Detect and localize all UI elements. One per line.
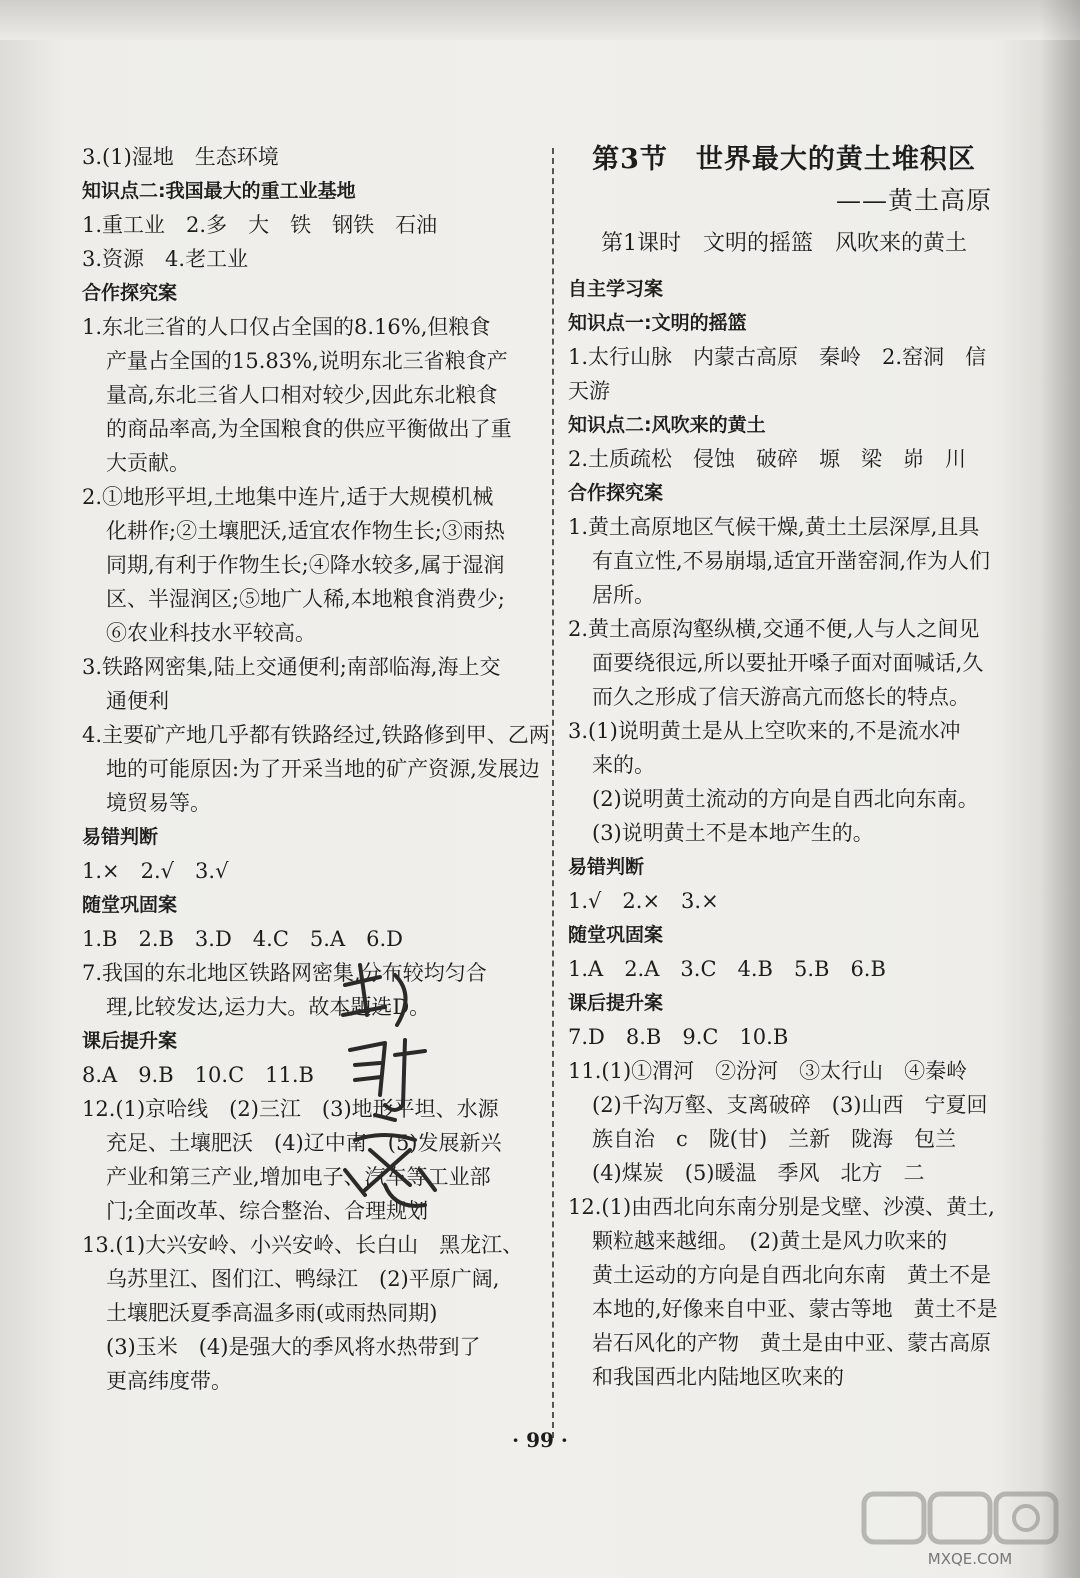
section-heading: 知识点二:风吹来的黄土 xyxy=(568,414,766,436)
answer-line: 7.我国的东北地区铁路网密集,分布较均匀合 xyxy=(82,961,487,985)
answer-line: 1.× 2.√ 3.√ xyxy=(82,859,229,883)
answer-line: 8.A 9.B 10.C 11.B xyxy=(82,1063,314,1087)
answer-line: 族自治 c 陇(甘) 兰新 陇海 包兰 xyxy=(592,1127,957,1151)
answer-line: 化耕作;②土壤肥沃,适宜农作物生长;③雨热 xyxy=(106,519,505,543)
column-divider xyxy=(552,148,554,1438)
answer-line: 区、半湿润区;⑤地广人稀,本地粮食消费少; xyxy=(106,587,505,611)
section-heading: 知识点二:我国最大的重工业基地 xyxy=(82,180,356,202)
answer-line: 1.黄土高原地区气候干燥,黄土土层深厚,且具 xyxy=(568,515,980,539)
answer-line: 2.①地形平坦,土地集中连片,适于大规模机械 xyxy=(82,485,494,509)
answer-line: 7.D 8.B 9.C 10.B xyxy=(568,1025,789,1049)
left-column xyxy=(82,140,550,1398)
answer-line: 面要绕很远,所以要扯开嗓子面对面喊话,久 xyxy=(592,651,984,675)
answer-line: (4)煤炭 (5)暖温 季风 北方 二 xyxy=(592,1161,925,1185)
section-heading: 易错判断 xyxy=(568,856,645,878)
section-heading: 课后提升案 xyxy=(568,992,664,1014)
answer-line: 1.太行山脉 内蒙古高原 秦岭 2.窑洞 信 xyxy=(568,345,987,369)
answer-line: 产业和第三产业,增加电子、汽车等工业部 xyxy=(106,1165,491,1189)
answer-line: 1.√ 2.× 3.× xyxy=(568,889,719,913)
answer-line: 1.重工业 2.多 大 铁 钢铁 石油 xyxy=(82,213,438,237)
right-column xyxy=(568,140,1000,1394)
answer-line: 产量占全国的15.83%,说明东北三省粮食产 xyxy=(106,349,508,373)
answer-line: 而久之形成了信天游高亢而悠长的特点。 xyxy=(592,685,970,709)
answer-line: 黄土运动的方向是自西北向东南 黄土不是 xyxy=(592,1263,991,1287)
answer-line: 量高,东北三省人口相对较少,因此东北粮食 xyxy=(106,383,498,407)
answer-line: 3.资源 4.老工业 xyxy=(82,247,249,271)
answer-line: 地的可能原因:为了开采当地的矿产资源,发展边 xyxy=(106,757,540,781)
answer-line: 12.(1)由西北向东南分别是戈壁、沙漠、黄土, xyxy=(568,1195,995,1219)
answer-line: 13.(1)大兴安岭、小兴安岭、长白山 黑龙江、 xyxy=(82,1233,524,1257)
answer-line: 充足、土壤肥沃 (4)辽中南 (5)发展新兴 xyxy=(106,1131,502,1155)
answer-line: 来的。 xyxy=(592,753,655,777)
answer-line: 理,比较发达,运力大。故本题选D。 xyxy=(106,995,431,1019)
section-heading: 合作探究案 xyxy=(568,482,664,504)
answer-line: 岩石风化的产物 黄土是由中亚、蒙古高原 xyxy=(592,1331,991,1355)
answer-line: 3.铁路网密集,陆上交通便利;南部临海,海上交 xyxy=(82,655,501,679)
answer-line: 颗粒越来越细。 (2)黄土是风力吹来的 xyxy=(592,1229,948,1253)
answer-line: 大贡献。 xyxy=(106,451,190,475)
scan-top-shadow xyxy=(0,0,1080,40)
answer-line: ⑥农业科技水平较高。 xyxy=(106,621,316,645)
answer-line: 更高纬度带。 xyxy=(106,1369,232,1393)
answer-line: (3)玉米 (4)是强大的季风将水热带到了 xyxy=(106,1335,481,1359)
answer-line: 1.B 2.B 3.D 4.C 5.A 6.D xyxy=(82,927,403,951)
answer-line: (2)说明黄土流动的方向是自西北向东南。 xyxy=(592,787,979,811)
answer-line: 12.(1)京哈线 (2)三江 (3)地形平坦、水源 xyxy=(82,1097,499,1121)
answer-line: 3.(1)说明黄土是从上空吹来的,不是流水冲 xyxy=(568,719,961,743)
section-heading: 课后提升案 xyxy=(82,1030,178,1052)
section-heading: 合作探究案 xyxy=(82,282,178,304)
page-number: · 99 · xyxy=(512,1428,568,1452)
answer-line: 居所。 xyxy=(592,583,655,607)
answer-line: (3)说明黄土不是本地产生的。 xyxy=(592,821,874,845)
answer-line: 1.东北三省的人口仅占全国的8.16%,但粮食 xyxy=(82,315,491,339)
section-heading: 随堂巩固案 xyxy=(568,924,664,946)
lesson-title: 第1课时 文明的摇篮 风吹来的黄土 xyxy=(601,231,967,256)
answer-line: 11.(1)①渭河 ②汾河 ③太行山 ④秦岭 xyxy=(568,1059,968,1083)
section-heading: 随堂巩固案 xyxy=(82,894,178,916)
section-heading: 自主学习案 xyxy=(568,278,664,300)
answer-line: 乌苏里江、图们江、鸭绿江 (2)平原广阔, xyxy=(106,1267,500,1291)
answer-line: 3.(1)湿地 生态环境 xyxy=(82,145,279,169)
answer-line: 门;全面改革、综合整治、合理规划 xyxy=(106,1199,429,1223)
answer-line: 通便利 xyxy=(106,689,169,713)
scan-right-shadow xyxy=(1040,0,1080,1578)
section-heading: 知识点一:文明的摇篮 xyxy=(568,312,747,334)
answer-line: 和我国西北内陆地区吹来的 xyxy=(592,1365,844,1389)
watermark-text: MXQE.COM xyxy=(927,1550,1013,1568)
answer-line: 土壤肥沃夏季高温多雨(或雨热同期) xyxy=(106,1301,438,1325)
answer-line: 2.土质疏松 侵蚀 破碎 塬 梁 峁 川 xyxy=(568,447,967,471)
answer-line: 本地的,好像来自中亚、蒙古等地 黄土不是 xyxy=(592,1297,998,1321)
answer-line: 2.黄土高原沟壑纵横,交通不便,人与人之间见 xyxy=(568,617,980,641)
handwritten-signature xyxy=(325,955,455,1215)
watermark-logo xyxy=(860,1488,1060,1570)
answer-line: (2)千沟万壑、支离破碎 (3)山西 宁夏回 xyxy=(592,1093,988,1117)
answer-line: 的商品率高,为全国粮食的供应平衡做出了重 xyxy=(106,417,512,441)
right-column-body xyxy=(568,272,1000,1394)
answer-line: 4.主要矿产地几乎都有铁路经过,铁路修到甲、乙两 xyxy=(82,723,550,747)
answer-line: 1.A 2.A 3.C 4.B 5.B 6.B xyxy=(568,957,886,981)
answer-line: 天游 xyxy=(568,379,610,403)
section-title: 第3节 世界最大的黄土堆积区 xyxy=(592,144,976,175)
answer-line: 同期,有利于作物生长;④降水较多,属于湿润 xyxy=(106,553,505,577)
section-subtitle: ——黄土高原 xyxy=(835,186,992,215)
section-heading: 易错判断 xyxy=(82,826,159,848)
answer-line: 境贸易等。 xyxy=(106,791,211,815)
answer-line: 有直立性,不易崩塌,适宜开凿窑洞,作为人们 xyxy=(592,549,991,573)
